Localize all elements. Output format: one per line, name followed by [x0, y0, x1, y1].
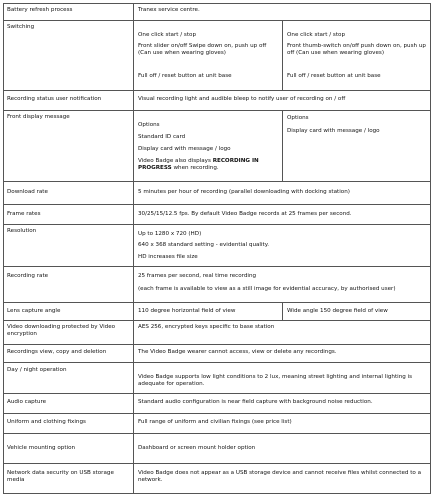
row-label: Download rate — [7, 189, 48, 195]
row-label: Lens capture angle — [7, 308, 61, 314]
cell-text: Full off / reset button at unit base — [287, 73, 381, 79]
cell-text: Visual recording light and audible bleep to notify user of recording on / off — [138, 96, 346, 102]
cell-text: Standard audio configuration is near field capture with background noise reduction. — [138, 399, 373, 405]
table-row — [3, 434, 431, 464]
cell-text: Options — [287, 115, 309, 121]
table-row — [3, 414, 431, 434]
cell-text: HD increases file size — [138, 254, 198, 260]
cell-text: Front thumb-switch on/off push down on, push up off (Can use when wearing gloves) — [287, 43, 426, 57]
cell-text: Dashboard or screen mount holder option — [138, 445, 256, 451]
row-label: Network data security on USB storage media — [7, 470, 114, 484]
table-row — [3, 111, 431, 182]
table-row — [3, 345, 431, 363]
cell-text: 25 frames per second, real time recording — [138, 273, 257, 279]
cell-text: Full range of uniform and civilian fixings (see price list) — [138, 419, 292, 425]
cell-text: Tranex service centre. — [138, 7, 200, 13]
table-row — [3, 21, 431, 91]
table-row — [3, 3, 431, 21]
table-row — [3, 225, 431, 267]
table-row — [3, 303, 431, 321]
table-row — [3, 464, 431, 494]
cell-text: Front slider on/off Swipe down on, push up off (Can use when wearing gloves) — [138, 43, 267, 57]
row-label: Recording status user notification — [7, 96, 102, 102]
cell-text: 640 x 368 standard setting - evidential quality. — [138, 242, 270, 248]
cell-text: 5 minutes per hour of recording (parallel downloading with docking station) — [138, 189, 350, 195]
cell-text: Options — [138, 122, 160, 128]
cell-text: Display card with message / logo — [287, 128, 380, 134]
row-label: Battery refresh process — [7, 7, 73, 13]
row-label: Resolution — [7, 228, 37, 234]
cell-text: Video Badge does not appear as a USB storage device and cannot receive files whilst connected to a network. — [138, 470, 422, 484]
row-label: Video downloading protected by Video encryption — [7, 324, 116, 338]
cell-text: Wide angle 150 degree field of view — [287, 308, 388, 314]
row-label: Audio capture — [7, 399, 47, 405]
cell-text: Standard ID card — [138, 134, 186, 140]
row-label: Uniform and clothing fixings — [7, 419, 86, 425]
cell-text: The Video Badge wearer cannot access, view or delete any recordings. — [138, 349, 337, 355]
cell-text: (each frame is available to view as a still image for evidential accuracy, by authorised user) — [138, 286, 396, 292]
table-row — [3, 182, 431, 205]
table-row — [3, 363, 431, 394]
cell-text: One click start / stop — [138, 32, 196, 38]
row-label: Vehicle mounting option — [7, 445, 76, 451]
row-label: Front display message — [7, 114, 70, 120]
cell-text: One click start / stop — [287, 32, 345, 38]
row-label: Switching — [7, 24, 35, 30]
row-label: Day / night operation — [7, 367, 67, 373]
table-row — [3, 321, 431, 345]
cell-text: 110 degree horizontal field of view — [138, 308, 236, 314]
row-label: Recordings view, copy and deletion — [7, 349, 107, 355]
row-label: Frame rates — [7, 211, 41, 217]
table-row — [3, 394, 431, 414]
cell-text: Up to 1280 x 720 (HD) — [138, 231, 202, 237]
cell-text: 30/25/15/12.5 fps. By default Video Badge records at 25 frames per second. — [138, 211, 352, 217]
table-row — [3, 205, 431, 225]
cell-text: Display card with message / logo — [138, 146, 231, 152]
cell-text: AES 256, encrypted keys specific to base station — [138, 324, 275, 330]
table-row — [3, 91, 431, 111]
cell-text: Full off / reset button at unit base — [138, 73, 232, 79]
cell-text: Video Badge also displays RECORDING IN PROGRESS when recording. — [138, 158, 259, 172]
table-row — [3, 267, 431, 303]
cell-text: Video Badge supports low light conditions to 2 lux, meaning street lighting and internal lighting is adequate for operation. — [138, 374, 413, 388]
row-label: Recording rate — [7, 273, 49, 279]
